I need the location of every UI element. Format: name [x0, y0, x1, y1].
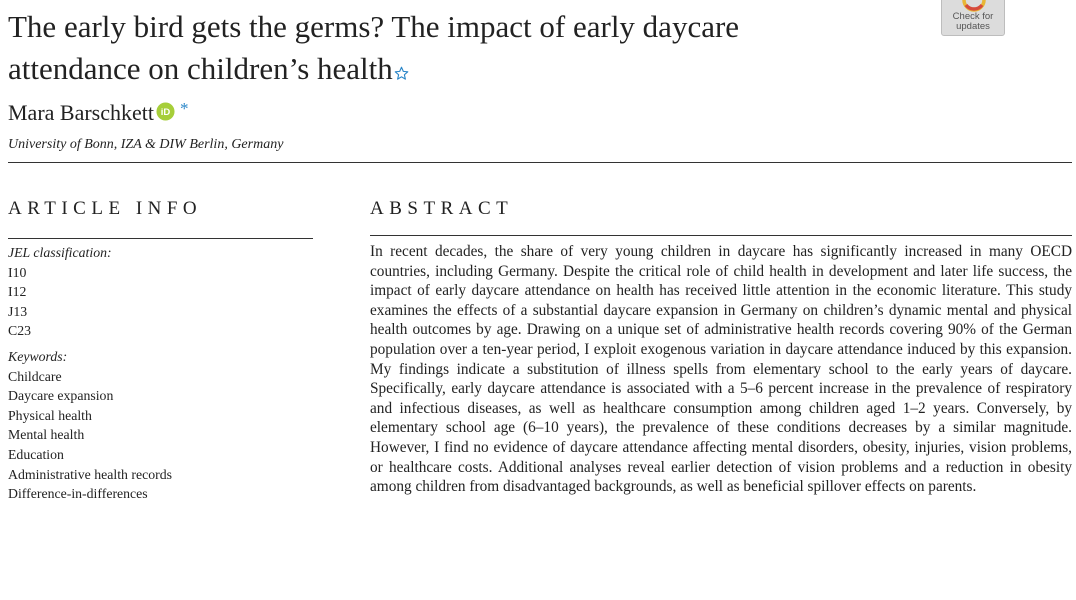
abstract-text: In recent decades, the share of very young children in daycare has significantly increased in many OECD countries, including Germany. Despite the critical role of child health in development and later life success, the impact of early daycare attendance on health has received little attention in the economic literature. This study examines the effects of a substantial daycare expansion in Germany on children’s dynamic mental and physical health outcomes by age. Drawing on a unique set of administrative health records covering 90% of the German population over a ten-year period, I exploit exogenous variation in daycare attendance induced by this expansion. My findings indicate a substitution of illness spells from elementary school to the early years of daycare. Specifically, early daycare attendance is associated with a 5–6 percent increase in the prevalence of respiratory and infectious diseases, as well as healthcare consumption among children aged 1–2 years. Conversely, by elementary school age (6–10 years), the prevalence of these conditions decreases by a similar magnitude. However, I find no evidence of daycare attendance affecting mental disorders, obesity, injuries, vision problems, or healthcare costs. Additional analyses reveal earlier detection of vision problems and a reduction in obesity among children from disadvantaged backgrounds, as well as beneficial spillover effects on parents.: [370, 243, 1072, 496]
star-icon[interactable]: [394, 50, 409, 92]
article-title: [8, 6, 828, 92]
keyword: Administrative health records: [8, 466, 172, 482]
author-affiliation: University of Bonn, IZA & DIW Berlin, Germany: [8, 137, 284, 152]
svg-text:iD: iD: [160, 106, 171, 118]
keyword: Childcare: [8, 368, 62, 384]
article-title-text: The early bird gets the germs? The impact of early daycare attendance on children’s health: [8, 9, 740, 86]
badge-line-1: Check for: [952, 11, 994, 22]
keyword: Mental health: [8, 427, 85, 443]
article-info-heading: ARTICLE INFO: [8, 198, 203, 219]
orcid-icon[interactable]: [156, 100, 175, 128]
keywords-label: Keywords:: [8, 348, 68, 364]
keyword: Education: [8, 446, 64, 462]
corresponding-author-marker[interactable]: *: [180, 99, 189, 118]
keyword: Difference-in-differences: [8, 486, 148, 502]
check-for-updates-badge[interactable]: [941, 0, 1005, 36]
abstract-panel: [370, 235, 1072, 497]
header-divider: [8, 162, 1072, 163]
author-name[interactable]: Mara Barschkett: [8, 100, 154, 125]
article-info-divider: [8, 238, 313, 239]
jel-code: C23: [8, 323, 31, 339]
article-info-panel: [8, 243, 313, 504]
keyword-list: [8, 367, 313, 504]
jel-code: I10: [8, 264, 27, 280]
abstract-heading: ABSTRACT: [370, 198, 514, 219]
jel-code: I12: [8, 284, 27, 300]
keyword: Physical health: [8, 407, 92, 423]
author-line: [8, 99, 189, 128]
keyword: Daycare expansion: [8, 388, 114, 404]
jel-code: J13: [8, 303, 28, 319]
jel-code-list: [8, 263, 313, 341]
badge-line-2: updates: [956, 21, 990, 32]
jel-classification-label: JEL classification:: [8, 245, 112, 260]
